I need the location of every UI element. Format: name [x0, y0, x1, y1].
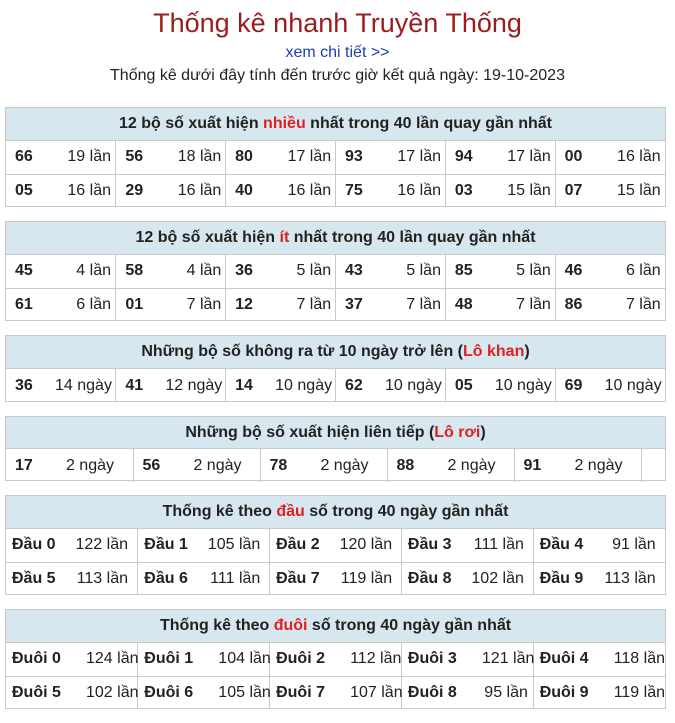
most-frequent-heading	[6, 108, 665, 141]
stat-count: 7 lần	[516, 295, 551, 313]
heading-text: nhất trong 40 lần quay gần nhất	[289, 229, 536, 246]
stat-cell	[138, 562, 270, 595]
stat-count: 18 lần	[177, 148, 222, 166]
stat-count: 4 lần	[186, 262, 222, 280]
page-title: Thống kê nhanh Truyền Thống	[153, 8, 522, 38]
stat-cell	[401, 643, 533, 676]
stat-cell	[401, 562, 533, 595]
stat-number: Đuôi 3	[407, 650, 457, 668]
stat-count: 10 ngày	[604, 376, 662, 394]
stat-cell	[6, 288, 116, 321]
table-row	[6, 288, 665, 321]
stat-number: 45	[15, 262, 33, 280]
stat-cell	[6, 562, 138, 595]
stat-number: 36	[15, 376, 33, 394]
stat-cell	[533, 643, 665, 676]
stat-count: 16 lần	[177, 181, 222, 199]
stat-count: 4 lần	[76, 262, 111, 280]
table-row	[6, 643, 665, 676]
heading-text: Những bộ số xuất hiện liên tiếp (	[185, 424, 435, 441]
stat-number: 86	[564, 295, 583, 313]
stat-cell	[555, 141, 665, 174]
stat-count: 112 lần	[350, 650, 402, 668]
stat-number: Đuôi 4	[539, 650, 589, 668]
stat-number: Đuôi 5	[12, 683, 61, 701]
stat-cell	[445, 369, 555, 402]
stat-number: Đuôi 7	[276, 683, 325, 701]
dau-table	[6, 529, 665, 595]
stat-count: 17 lần	[507, 148, 551, 166]
stat-cell	[445, 255, 555, 288]
stat-count: 15 lần	[507, 181, 551, 199]
stat-count: 15 lần	[617, 181, 661, 199]
stat-number: Đuôi 0	[12, 650, 61, 668]
stat-cell	[6, 141, 116, 174]
stat-number: Đuôi 1	[144, 650, 194, 668]
stat-cell	[6, 369, 116, 402]
stat-count: 119 lần	[613, 683, 665, 701]
stat-number: 56	[125, 148, 144, 166]
stat-count: 119 lần	[340, 569, 393, 587]
table-row	[6, 449, 665, 482]
stat-cell	[533, 529, 665, 562]
stat-count: 111 lần	[210, 569, 261, 587]
stat-number: 48	[454, 295, 473, 313]
stat-cell	[6, 643, 138, 676]
stat-number: 00	[564, 148, 583, 166]
stat-number: 12	[235, 295, 253, 313]
stat-count: 5 lần	[296, 262, 332, 280]
heading-highlight: Lô khan	[463, 343, 525, 360]
stat-count: 7 lần	[296, 295, 332, 313]
stat-count: 111 lần	[473, 536, 524, 554]
stat-number: Đuôi 2	[276, 650, 325, 668]
detail-link[interactable]: xem chi tiết >>	[285, 44, 390, 61]
stat-number: 07	[564, 181, 583, 199]
stat-cell	[226, 141, 336, 174]
stat-number: 05	[15, 181, 33, 199]
stat-cell	[260, 449, 387, 482]
stat-cell	[335, 288, 445, 321]
stat-cell	[226, 369, 336, 402]
stat-number: 78	[269, 456, 288, 474]
lo-khan-section	[5, 335, 666, 402]
stat-count: 105 lần	[218, 683, 271, 701]
stat-cell	[335, 174, 445, 207]
stat-number: Đầu 4	[539, 536, 584, 554]
stat-number: Đầu 6	[144, 569, 188, 587]
stat-cell	[116, 141, 226, 174]
stat-number: 17	[15, 456, 33, 474]
stat-cell	[445, 288, 555, 321]
stat-cell	[6, 255, 116, 288]
stat-count: 6 lần	[625, 262, 661, 280]
stat-cell	[445, 141, 555, 174]
stat-cell	[116, 288, 226, 321]
stat-count: 2 ngày	[447, 456, 496, 474]
stat-cell	[226, 255, 336, 288]
stat-count: 12 ngày	[165, 376, 223, 394]
stat-number: 03	[454, 181, 473, 199]
stat-cell	[138, 643, 270, 676]
stat-number: Đầu 0	[12, 536, 56, 554]
stat-number: 93	[344, 148, 363, 166]
table-row	[6, 174, 665, 207]
stat-cell	[138, 676, 270, 709]
stat-cell	[335, 369, 445, 402]
stat-count: 7 lần	[406, 295, 441, 313]
table-row	[6, 369, 665, 402]
stat-cell	[133, 449, 260, 482]
stat-count: 5 lần	[406, 262, 441, 280]
stat-number: Đuôi 6	[144, 683, 194, 701]
stat-count: 2 ngày	[320, 456, 369, 474]
stat-count: 2 ngày	[193, 456, 242, 474]
stat-number: 37	[344, 295, 363, 313]
table-row	[6, 562, 665, 595]
stat-number: 85	[454, 262, 473, 280]
stat-number: Đuôi 9	[539, 683, 589, 701]
stat-number: Đầu 8	[407, 569, 452, 587]
stat-cell	[270, 562, 402, 595]
stat-cell	[387, 449, 514, 482]
heading-text: 12 bộ số xuất hiện	[135, 229, 280, 246]
stat-count: 16 lần	[287, 181, 332, 199]
heading-highlight: đuôi	[273, 617, 308, 634]
stat-number: 94	[454, 148, 473, 166]
stat-cell	[116, 255, 226, 288]
duoi-section	[5, 609, 666, 709]
stat-cell	[6, 174, 116, 207]
stat-count: 7 lần	[186, 295, 222, 313]
stat-number: 43	[344, 262, 363, 280]
stat-count: 17 lần	[287, 148, 332, 166]
most-frequent-table	[6, 141, 665, 207]
stat-count: 16 lần	[617, 148, 661, 166]
stat-cell	[6, 449, 133, 482]
lo-khan-heading	[6, 336, 665, 369]
stat-number: 56	[142, 456, 161, 474]
table-row	[6, 141, 665, 174]
stat-number: 29	[125, 181, 144, 199]
least-frequent-section	[5, 221, 666, 321]
stat-count: 122 lần	[75, 536, 128, 554]
stat-cell	[533, 562, 665, 595]
stat-cell	[226, 288, 336, 321]
stat-number: Đầu 1	[144, 536, 188, 554]
stat-number: Đầu 7	[276, 569, 320, 587]
stat-count: 104 lần	[218, 650, 271, 668]
heading-highlight: ít	[279, 229, 290, 246]
dau-section	[5, 495, 666, 595]
stat-number: 69	[564, 376, 583, 394]
stat-number: Đầu 9	[539, 569, 584, 587]
heading-text: Thống kê theo	[162, 503, 277, 520]
lo-roi-heading	[6, 417, 665, 449]
stat-number: 36	[235, 262, 253, 280]
dau-heading	[6, 496, 665, 529]
most-frequent-section	[5, 107, 666, 207]
stat-count: 2 ngày	[65, 456, 114, 474]
table-row	[6, 676, 665, 709]
lo-khan-table	[6, 369, 665, 402]
stat-number: 80	[235, 148, 253, 166]
stat-cell	[138, 529, 270, 562]
stat-number: 62	[344, 376, 363, 394]
stat-number: Đầu 2	[276, 536, 320, 554]
stat-number: 91	[523, 456, 542, 474]
lo-roi-section	[5, 416, 666, 481]
stat-number: 58	[125, 262, 144, 280]
heading-text: Những bộ số không ra từ 10 ngày trở lên (	[141, 343, 463, 360]
stat-cell	[555, 174, 665, 207]
stat-count: 102 lần	[471, 569, 524, 587]
stat-cell	[555, 369, 665, 402]
table-row	[6, 529, 665, 562]
stat-count: 102 lần	[86, 683, 139, 701]
stat-cell	[335, 255, 445, 288]
duoi-table	[6, 643, 665, 709]
heading-text: )	[480, 424, 486, 441]
stat-number: Đuôi 8	[407, 683, 457, 701]
stat-number: 75	[344, 181, 363, 199]
stat-count: 107 lần	[350, 683, 403, 701]
stat-count: 10 ngày	[384, 376, 442, 394]
heading-text: 12 bộ số xuất hiện	[119, 115, 264, 132]
heading-text: nhất trong 40 lần quay gần nhất	[305, 115, 552, 132]
duoi-heading	[6, 610, 665, 643]
page-header	[0, 6, 675, 87]
stat-number: 41	[125, 376, 144, 394]
stat-cell	[116, 174, 226, 207]
stat-count: 105 lần	[207, 536, 261, 554]
stat-cell	[514, 449, 641, 482]
least-frequent-table	[6, 255, 665, 321]
stat-cell	[401, 676, 533, 709]
stat-cell	[6, 529, 138, 562]
stat-number: 40	[235, 181, 253, 199]
stat-cell	[270, 643, 402, 676]
heading-text: Thống kê theo	[159, 617, 274, 634]
heading-text: số trong 40 ngày gần nhất	[307, 617, 512, 634]
stat-count: 19 lần	[67, 148, 111, 166]
stat-count: 7 lần	[625, 295, 661, 313]
heading-text: )	[524, 343, 530, 360]
stat-count: 120 lần	[339, 536, 393, 554]
stat-count: 16 lần	[397, 181, 441, 199]
stat-count: 10 ngày	[275, 376, 333, 394]
stat-count: 113 lần	[604, 569, 656, 587]
stat-cell	[401, 529, 533, 562]
stat-cell	[226, 174, 336, 207]
heading-highlight: đầu	[276, 503, 305, 520]
stat-cell	[6, 676, 138, 709]
stat-cell	[533, 676, 665, 709]
stat-cell	[270, 529, 402, 562]
stat-count: 91 lần	[612, 536, 656, 554]
stat-count: 17 lần	[397, 148, 441, 166]
stat-number: Đầu 5	[12, 569, 56, 587]
heading-highlight: Lô rơi	[434, 424, 481, 441]
stat-cell	[335, 141, 445, 174]
stat-count: 118 lần	[613, 650, 665, 668]
stat-number: 14	[235, 376, 253, 394]
stat-number: 05	[454, 376, 473, 394]
stat-cell	[445, 174, 555, 207]
lo-roi-table	[6, 449, 665, 482]
heading-text: số trong 40 ngày gần nhất	[304, 503, 509, 520]
least-frequent-heading	[6, 222, 665, 255]
stat-count: 113 lần	[76, 569, 128, 587]
stat-number: 66	[15, 148, 33, 166]
stat-cell	[116, 369, 226, 402]
table-row	[6, 255, 665, 288]
stat-count: 10 ngày	[494, 376, 552, 394]
stat-count: 5 lần	[516, 262, 551, 280]
stat-count: 16 lần	[67, 181, 111, 199]
stat-count: 121 lần	[481, 650, 535, 668]
stat-count: 14 ngày	[55, 376, 112, 394]
stat-count: 6 lần	[76, 295, 111, 313]
stat-number: 01	[125, 295, 144, 313]
stat-number: Đầu 3	[407, 536, 452, 554]
stat-cell	[555, 255, 665, 288]
stat-cell	[555, 288, 665, 321]
page-subtitle: Thống kê dưới đây tính đến trước giờ kết quả ngày: 19-10-2023	[110, 67, 565, 84]
stat-count: 95 lần	[484, 683, 528, 701]
stat-number: 88	[396, 456, 415, 474]
heading-highlight: nhiều	[263, 115, 306, 132]
stat-number: 61	[15, 295, 33, 313]
stat-cell	[270, 676, 402, 709]
stat-number: 46	[564, 262, 583, 280]
stat-cell	[641, 449, 665, 482]
stat-count: 2 ngày	[574, 456, 623, 474]
stat-count: 124 lần	[86, 650, 139, 668]
